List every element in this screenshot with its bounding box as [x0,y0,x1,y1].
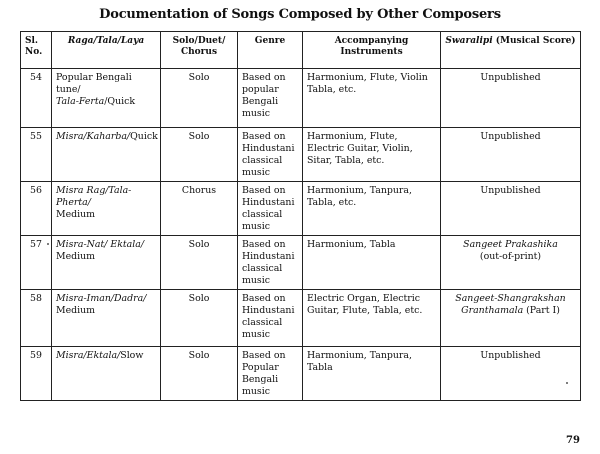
cell-no: 55 [21,128,52,182]
header-genre [238,32,303,69]
score-note: (Part I) [523,305,560,316]
score-title: Sangeet Prakashika [463,239,558,250]
header-raga-label: Raga/Tala/Laya [67,36,145,46]
cell-raga [52,128,161,182]
raga-part: Medium [56,209,96,220]
raga-part-italic: Misra-Iman/Dadra/ [56,293,147,304]
cell-score: Unpublished [441,69,581,128]
cell-genre: Based on Hindustani classical music [238,182,303,236]
cell-raga [52,69,161,128]
raga-part-italic: Misra Rag/Tala-Pherta/ [56,185,132,208]
cell-solo: Chorus [161,182,238,236]
score-title-line2: Granthamala [461,305,524,316]
score-title: Sangeet-Shangrakshan [455,293,566,304]
header-solo-line1: Solo/Duet/ [172,36,226,46]
cell-instruments: Harmonium, Tanpura, Tabla [303,347,441,401]
header-score-plain: (Musical Score) [492,36,576,46]
table-row [21,347,581,401]
raga-part-italic: Misra [56,131,84,142]
cell-raga [52,236,161,290]
print-speck [566,382,568,384]
table-row [21,69,581,128]
header-score [441,32,581,69]
cell-raga [52,347,161,401]
raga-part: Quick [130,131,158,142]
table-header-row [21,32,581,69]
raga-part-italic: Misra/Ektala/ [56,350,121,361]
raga-part: Medium [56,251,96,262]
cell-solo: Solo [161,347,238,401]
cell-genre: Based on Hindustani classical music [238,290,303,347]
cell-instruments: Harmonium, Flute, Electric Guitar, Violin, Sitar, Tabla, etc. [303,128,441,182]
raga-part: Popular Bengali tune/ [56,72,132,95]
raga-part: /Quick [104,96,136,107]
page-number: 79 [566,435,580,446]
cell-no: 59 [21,347,52,401]
cell-raga [52,182,161,236]
cell-instruments: Harmonium, Tabla [303,236,441,290]
cell-score: Unpublished [441,347,581,401]
print-speck [47,243,49,245]
header-inst-line2: Instruments [340,47,403,57]
cell-genre: Based on Popular Bengali music [238,347,303,401]
cell-genre: Based on Hindustani classical music [238,236,303,290]
cell-no: 58 [21,290,52,347]
cell-solo: Solo [161,290,238,347]
header-genre-label: Genre [254,36,286,46]
cell-score: Unpublished [441,182,581,236]
table-row [21,128,581,182]
raga-part-italic: Tala-Ferta [56,96,105,107]
cell-solo: Solo [161,69,238,128]
songs-table [20,31,581,401]
cell-raga [52,290,161,347]
header-raga [52,32,161,69]
header-inst-line1: Accompanying [334,36,409,46]
table-row [21,236,581,290]
cell-no: 57 [21,236,52,290]
cell-score [441,236,581,290]
header-sl-no-line2: No. [25,47,43,57]
table-row [21,182,581,236]
header-score-italic: Swaralipi [445,36,493,46]
score-note: (out-of-print) [479,251,542,262]
page-title: Documentation of Songs Composed by Other Composers [99,7,501,22]
cell-instruments: Electric Organ, Electric Guitar, Flute, Tabla, etc. [303,290,441,347]
header-sl-no [21,32,52,69]
cell-score: Unpublished [441,128,581,182]
header-solo [161,32,238,69]
cell-score [441,290,581,347]
cell-instruments: Harmonium, Tanpura, Tabla, etc. [303,182,441,236]
raga-part-italic: Misra-Nat/ Ektala/ [56,239,144,250]
raga-part: Medium [56,305,96,316]
raga-part: Slow [120,350,144,361]
header-solo-line2: Chorus [180,47,218,57]
cell-solo: Solo [161,236,238,290]
cell-no: 54 [21,69,52,128]
cell-genre: Based on popular Bengali music [238,69,303,128]
cell-genre: Based on Hindustani classical music [238,128,303,182]
header-instruments [303,32,441,69]
cell-instruments: Harmonium, Flute, Violin Tabla, etc. [303,69,441,128]
cell-no: 56 [21,182,52,236]
header-sl-no-line1: Sl. [25,36,39,46]
cell-solo: Solo [161,128,238,182]
raga-part-italic: /Kaharba/ [83,131,131,142]
table-row [21,290,581,347]
